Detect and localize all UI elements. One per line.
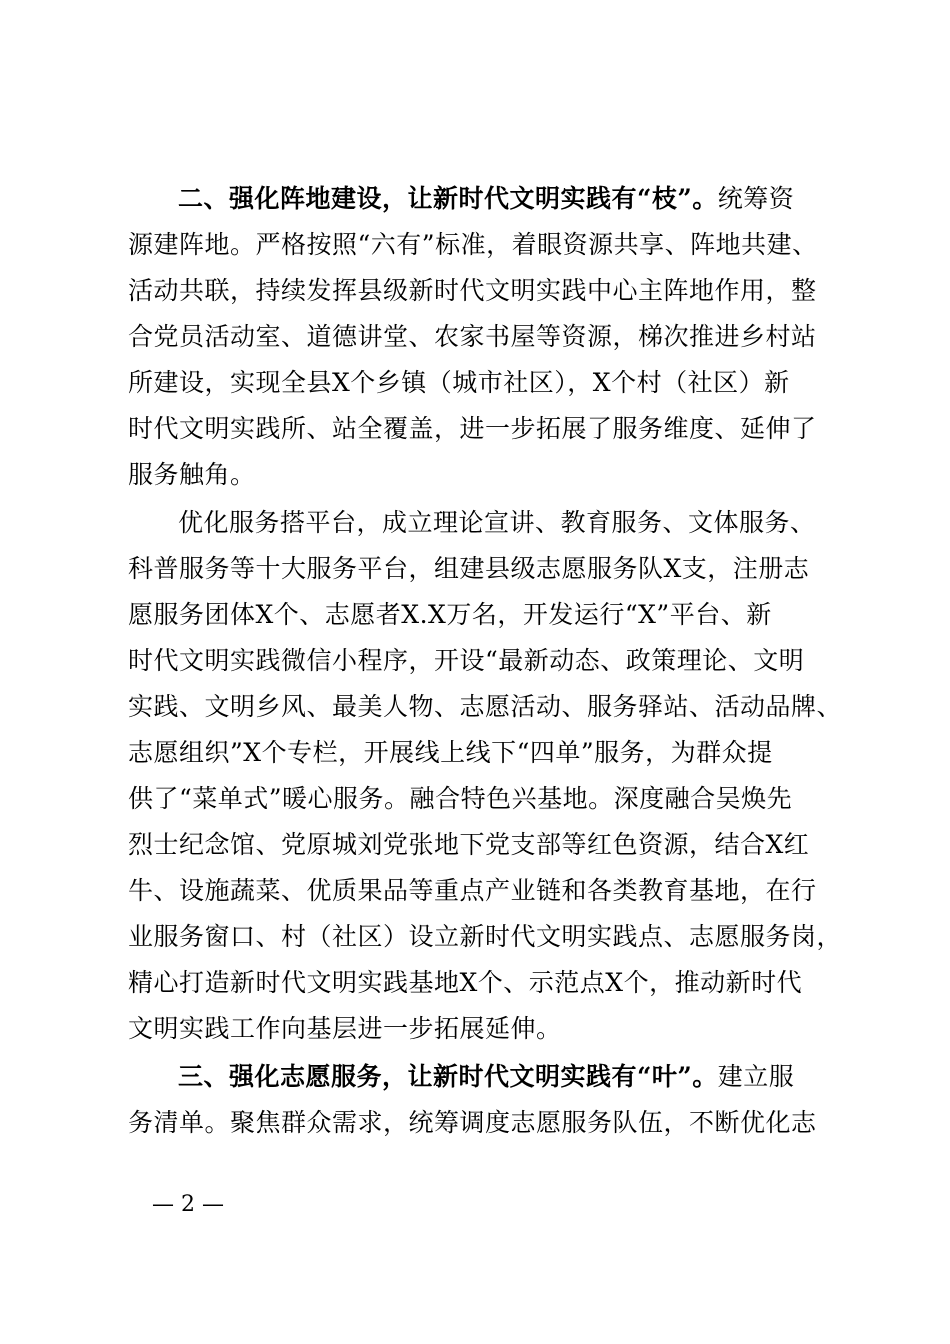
section3-line-1-tail: 建立服 [717, 1062, 795, 1091]
paragraph2-line-1: 优化服务搭平台，成立理论宣讲、教育服务、文体服务、 [178, 508, 816, 537]
paragraph2-line-12: 文明实践工作向基层进一步拓展延伸。 [128, 1014, 562, 1043]
paragraph2-line-9: 牛、设施蔬菜、优质果品等重点产业链和各类教育基地，在行 [128, 876, 817, 905]
paragraph2-line-3: 愿服务团体X个、志愿者X.X万名，开发运行“X”平台、新 [128, 600, 772, 629]
section2-heading: 二、强化阵地建设，让新时代文明实践有“枝”。 [178, 184, 718, 213]
section2-line-1-tail: 统筹资 [717, 184, 795, 213]
section3-line-1 [178, 1054, 794, 1100]
section2-line-4: 合党员活动室、道德讲堂、农家书屋等资源，梯次推进乡村站 [128, 322, 817, 351]
section2-line-6: 时代文明实践所、站全覆盖，进一步拓展了服务维度、延伸了 [128, 414, 817, 443]
paragraph2-line-7: 供了“菜单式”暖心服务。融合特色兴基地。深度融合吴焕先 [128, 784, 793, 813]
section2-line-5: 所建设，实现全县X个乡镇（城市社区），X个村（社区）新 [128, 368, 790, 397]
section3-line-2: 务清单。聚焦群众需求，统筹调度志愿服务队伍，不断优化志 [128, 1108, 817, 1137]
section2-line-7: 服务触角。 [128, 460, 256, 489]
section3-heading: 三、强化志愿服务，让新时代文明实践有“叶”。 [178, 1062, 718, 1091]
paragraph2-line-4: 时代文明实践微信小程序，开设“最新动态、政策理论、文明 [128, 646, 805, 675]
section2-line-2: 源建阵地。严格按照“六有”标准，着眼资源共享、阵地共建、 [128, 230, 818, 259]
section2-line-1 [178, 176, 794, 222]
paragraph2-line-6: 志愿组织”X个专栏，开展线上线下“四单”服务，为群众提 [128, 738, 773, 767]
paragraph2-line-2: 科普服务等十大服务平台，组建县级志愿服务队X支，注册志 [128, 554, 810, 583]
paragraph2-line-5: 实践、文明乡风、最美人物、志愿活动、服务驿站、活动品牌、 [128, 692, 843, 721]
paragraph2-line-10: 业服务窗口、村（社区）设立新时代文明实践点、志愿服务岗， [128, 922, 843, 951]
paragraph2-line-11: 精心打造新时代文明实践基地X个、示范点X个，推动新时代 [128, 968, 803, 997]
paragraph2-line-8: 烈士纪念馆、党原城刘党张地下党支部等红色资源，结合X红 [128, 830, 810, 859]
section2-line-3: 活动共联，持续发挥县级新时代文明实践中心主阵地作用，整 [128, 276, 817, 305]
page-number: — 2 — [152, 1192, 224, 1217]
